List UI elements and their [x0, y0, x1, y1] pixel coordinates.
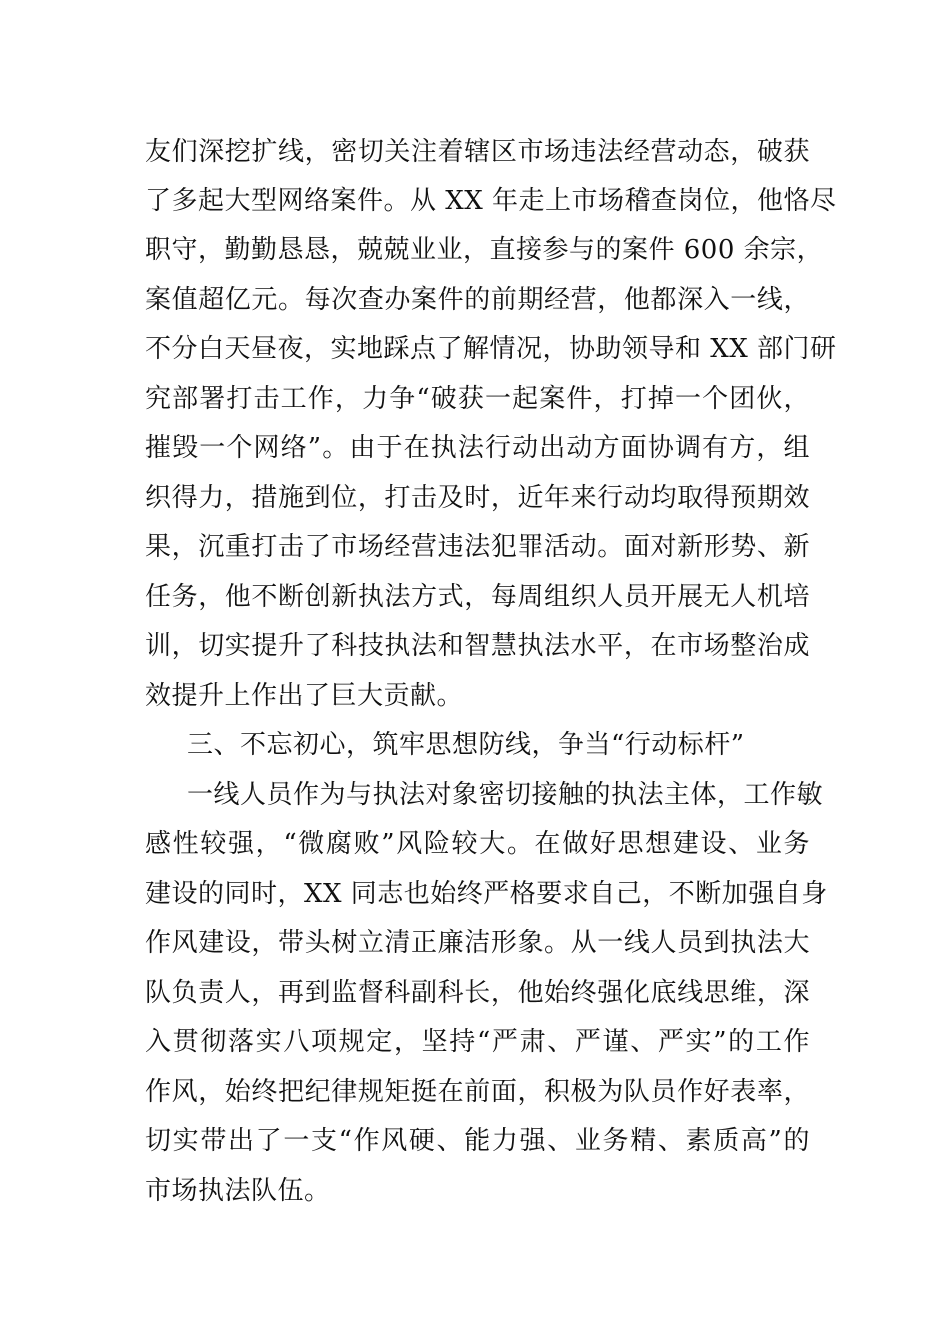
body-text-line: 队负责人，再到监督科副科长，他始终强化底线思维，深	[145, 978, 810, 1008]
body-text-line: 作风，始终把纪律规矩挺在前面，积极为队员作好表率，	[145, 1077, 810, 1107]
body-text-line: 切实带出了一支“作风硬、能力强、业务精、素质高”的	[145, 1126, 810, 1156]
section-heading: 三、不忘初心，筑牢思想防线，争当“行动标杆”	[187, 730, 745, 760]
body-text-line: 究部署打击工作，力争“破获一起案件，打掉一个团伙，	[145, 384, 810, 414]
body-text-line: 感性较强，“微腐败”风险较大。在做好思想建设、业务	[145, 829, 810, 859]
body-text-line: 任务，他不断创新执法方式，每周组织人员开展无人机培	[145, 582, 810, 612]
body-text-line: 建设的同时，XX 同志也始终严格要求自己，不断加强自身	[145, 879, 828, 909]
body-text-line: 职守，勤勤恳恳，兢兢业业，直接参与的案件 600 余宗，	[145, 235, 824, 265]
body-text-line: 入贯彻落实八项规定，坚持“严肃、严谨、严实”的工作	[145, 1027, 810, 1057]
body-text-line: 训，切实提升了科技执法和智慧执法水平，在市场整治成	[145, 631, 810, 661]
body-text-line: 了多起大型网络案件。从 XX 年走上市场稽查岗位，他恪尽	[145, 186, 837, 216]
body-text-line: 市场执法队伍。	[145, 1176, 331, 1206]
body-text-line: 摧毁一个网络”。由于在执法行动出动方面协调有方，组	[145, 433, 810, 463]
body-text-line: 织得力，措施到位，打击及时，近年来行动均取得预期效	[145, 483, 810, 513]
body-text-line: 效提升上作出了巨大贡献。	[145, 681, 464, 711]
body-text-line: 果，沉重打击了市场经营违法犯罪活动。面对新形势、新	[145, 532, 810, 562]
body-text-line: 友们深挖扩线，密切关注着辖区市场违法经营动态，破获	[145, 137, 810, 167]
body-text-line: 不分白天昼夜，实地踩点了解情况，协助领导和 XX 部门研	[145, 334, 837, 364]
body-text-line: 作风建设，带头树立清正廉洁形象。从一线人员到执法大	[145, 928, 810, 958]
body-text-line: 案值超亿元。每次查办案件的前期经营，他都深入一线，	[145, 285, 810, 315]
body-text-line: 一线人员作为与执法对象密切接触的执法主体，工作敏	[187, 780, 824, 810]
